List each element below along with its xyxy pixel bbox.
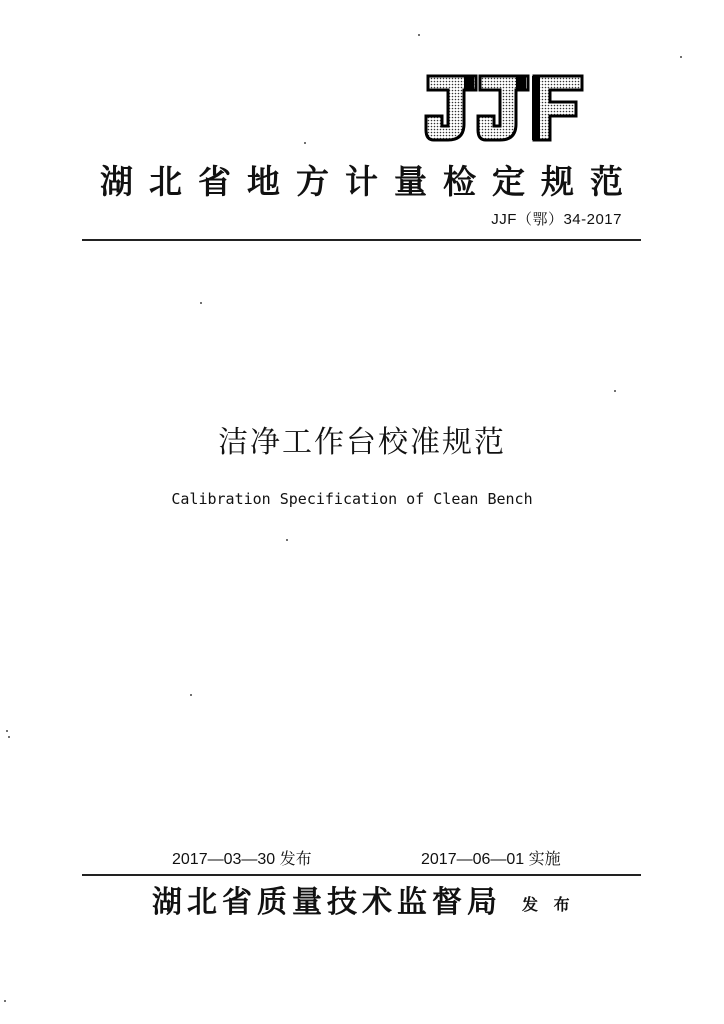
scan-speck xyxy=(8,736,10,738)
top-divider xyxy=(82,239,641,241)
jjf-logo-graphic xyxy=(424,74,584,142)
scan-speck xyxy=(304,142,306,144)
issuing-authority-title: 湖北省地方计量检定规范 xyxy=(100,162,639,201)
issue-date: 2017—03—30 发布 xyxy=(172,851,312,868)
scan-speck xyxy=(4,1000,6,1002)
document-title-english: Calibration Specification of Clean Bench xyxy=(171,490,533,508)
scan-speck xyxy=(614,390,616,392)
effective-date: 2017—06—01 实施 xyxy=(421,851,561,868)
jjf-logo xyxy=(424,74,584,142)
scan-speck xyxy=(680,56,682,58)
bottom-divider xyxy=(82,874,641,876)
scan-speck xyxy=(190,694,192,696)
scan-speck xyxy=(6,730,8,732)
document-title-chinese: 洁净工作台校准规范 xyxy=(218,425,506,460)
publisher-name: 湖北省质量技术监督局 xyxy=(152,885,502,920)
publish-label: 发 布 xyxy=(522,895,575,914)
scan-speck xyxy=(286,539,288,541)
scan-speck xyxy=(200,302,202,304)
scan-speck xyxy=(418,34,420,36)
standard-number: JJF（鄂）34-2017 xyxy=(491,211,622,228)
